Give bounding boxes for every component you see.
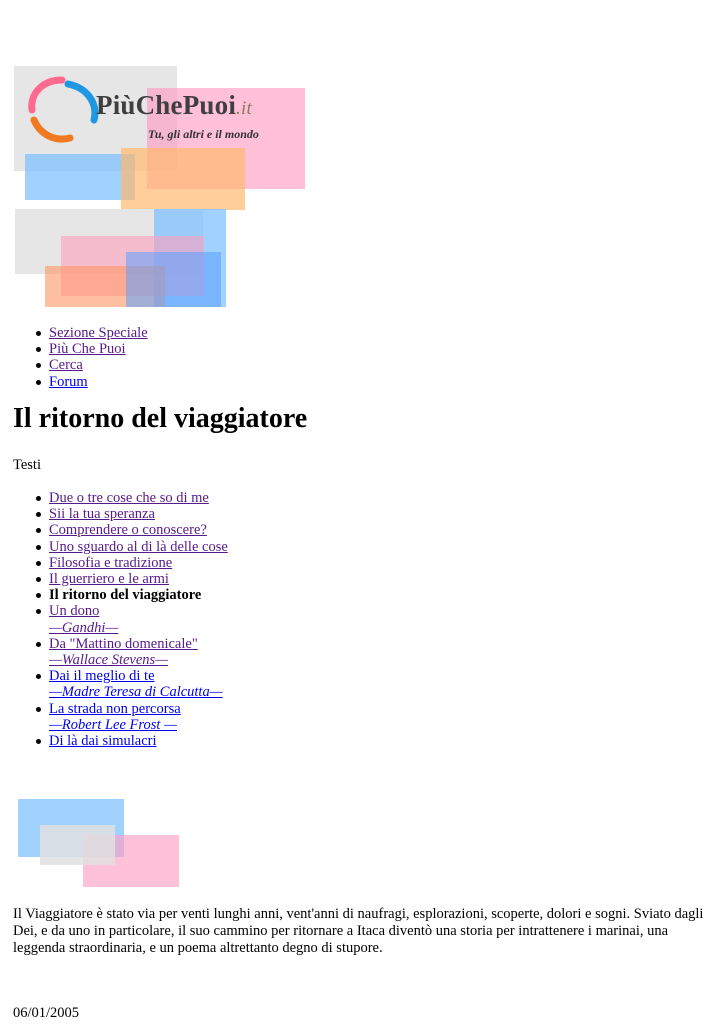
main-nav xyxy=(0,325,148,390)
decor-block xyxy=(126,252,221,307)
list-item xyxy=(49,571,228,587)
text-link[interactable]: Comprendere o conoscere? xyxy=(49,522,207,539)
text-link[interactable] xyxy=(49,636,228,668)
text-link[interactable]: Uno sguardo al di là delle cose xyxy=(49,538,228,555)
nav-link-cerca[interactable]: Cerca xyxy=(49,357,83,374)
list-item xyxy=(49,522,228,538)
text-link-author: —Gandhi— xyxy=(49,619,119,636)
texts-list xyxy=(0,490,228,749)
text-link[interactable]: Sii la tua speranza xyxy=(49,506,155,523)
logo-tagline: Tu, gli altri e il mondo xyxy=(148,127,259,141)
list-item-current xyxy=(49,587,228,603)
list-item xyxy=(49,539,228,555)
text-link[interactable] xyxy=(49,701,228,733)
text-link[interactable]: Filosofia e tradizione xyxy=(49,554,173,571)
page-title: Il ritorno del viaggiatore xyxy=(13,403,308,434)
decor-block xyxy=(25,154,135,200)
list-item xyxy=(49,603,228,635)
text-link[interactable] xyxy=(49,603,228,635)
text-link-author: —Wallace Stevens— xyxy=(49,652,169,669)
section-label: Testi xyxy=(13,457,41,473)
nav-link-forum[interactable]: Forum xyxy=(49,373,88,390)
nav-item-cerca xyxy=(49,357,148,373)
text-link-title: Da "Mattino domenicale" xyxy=(49,635,198,652)
list-item xyxy=(49,490,228,506)
nav-link-piu-che-puoi[interactable]: Più Che Puoi xyxy=(49,341,126,358)
article-paragraph: Il Viaggiatore è stato via per venti lunghi anni, vent'anni di naufragi, esplorazioni, scoperte, dolori e sogni. Sviato dagli Dei, e da uno in particolare, il suo cammino per ritornare a Itaca diventò una storia per intrattenere i marinai, una leggenda straordinaria, e un poema altrettanto degno di stupore. xyxy=(13,906,704,956)
text-link-title: Un dono xyxy=(49,603,100,620)
list-item xyxy=(49,668,228,700)
text-link[interactable] xyxy=(49,668,228,700)
logo-wordmark: PiùChePuoi.it xyxy=(96,90,252,120)
list-item xyxy=(49,555,228,571)
current-text-label: Il ritorno del viaggiatore xyxy=(49,587,202,604)
list-item xyxy=(49,636,228,668)
text-link-title: La strada non percorsa xyxy=(49,700,181,717)
text-link[interactable]: Di là dai simulacri xyxy=(49,733,157,750)
decor-block xyxy=(121,148,245,210)
text-link-author: —Madre Teresa di Calcutta— xyxy=(49,684,223,701)
nav-item-sezione-speciale xyxy=(49,325,148,341)
nav-link-sezione-speciale[interactable]: Sezione Speciale xyxy=(49,325,148,341)
nav-item-forum xyxy=(49,374,148,390)
article-date: 06/01/2005 xyxy=(13,1005,80,1021)
list-item xyxy=(49,506,228,522)
text-link[interactable]: Il guerriero e le armi xyxy=(49,571,169,588)
nav-item-piu-che-puoi xyxy=(49,341,148,357)
list-item xyxy=(49,733,228,749)
header-logo-collage xyxy=(0,0,725,320)
list-item xyxy=(49,701,228,733)
text-link[interactable]: Due o tre cose che so di me xyxy=(49,490,209,506)
decor-block xyxy=(40,825,115,865)
text-link-title: Dai il meglio di te xyxy=(49,668,155,685)
text-link-author: —Robert Lee Frost — xyxy=(49,716,177,733)
logo-swirl-icon xyxy=(24,74,104,146)
